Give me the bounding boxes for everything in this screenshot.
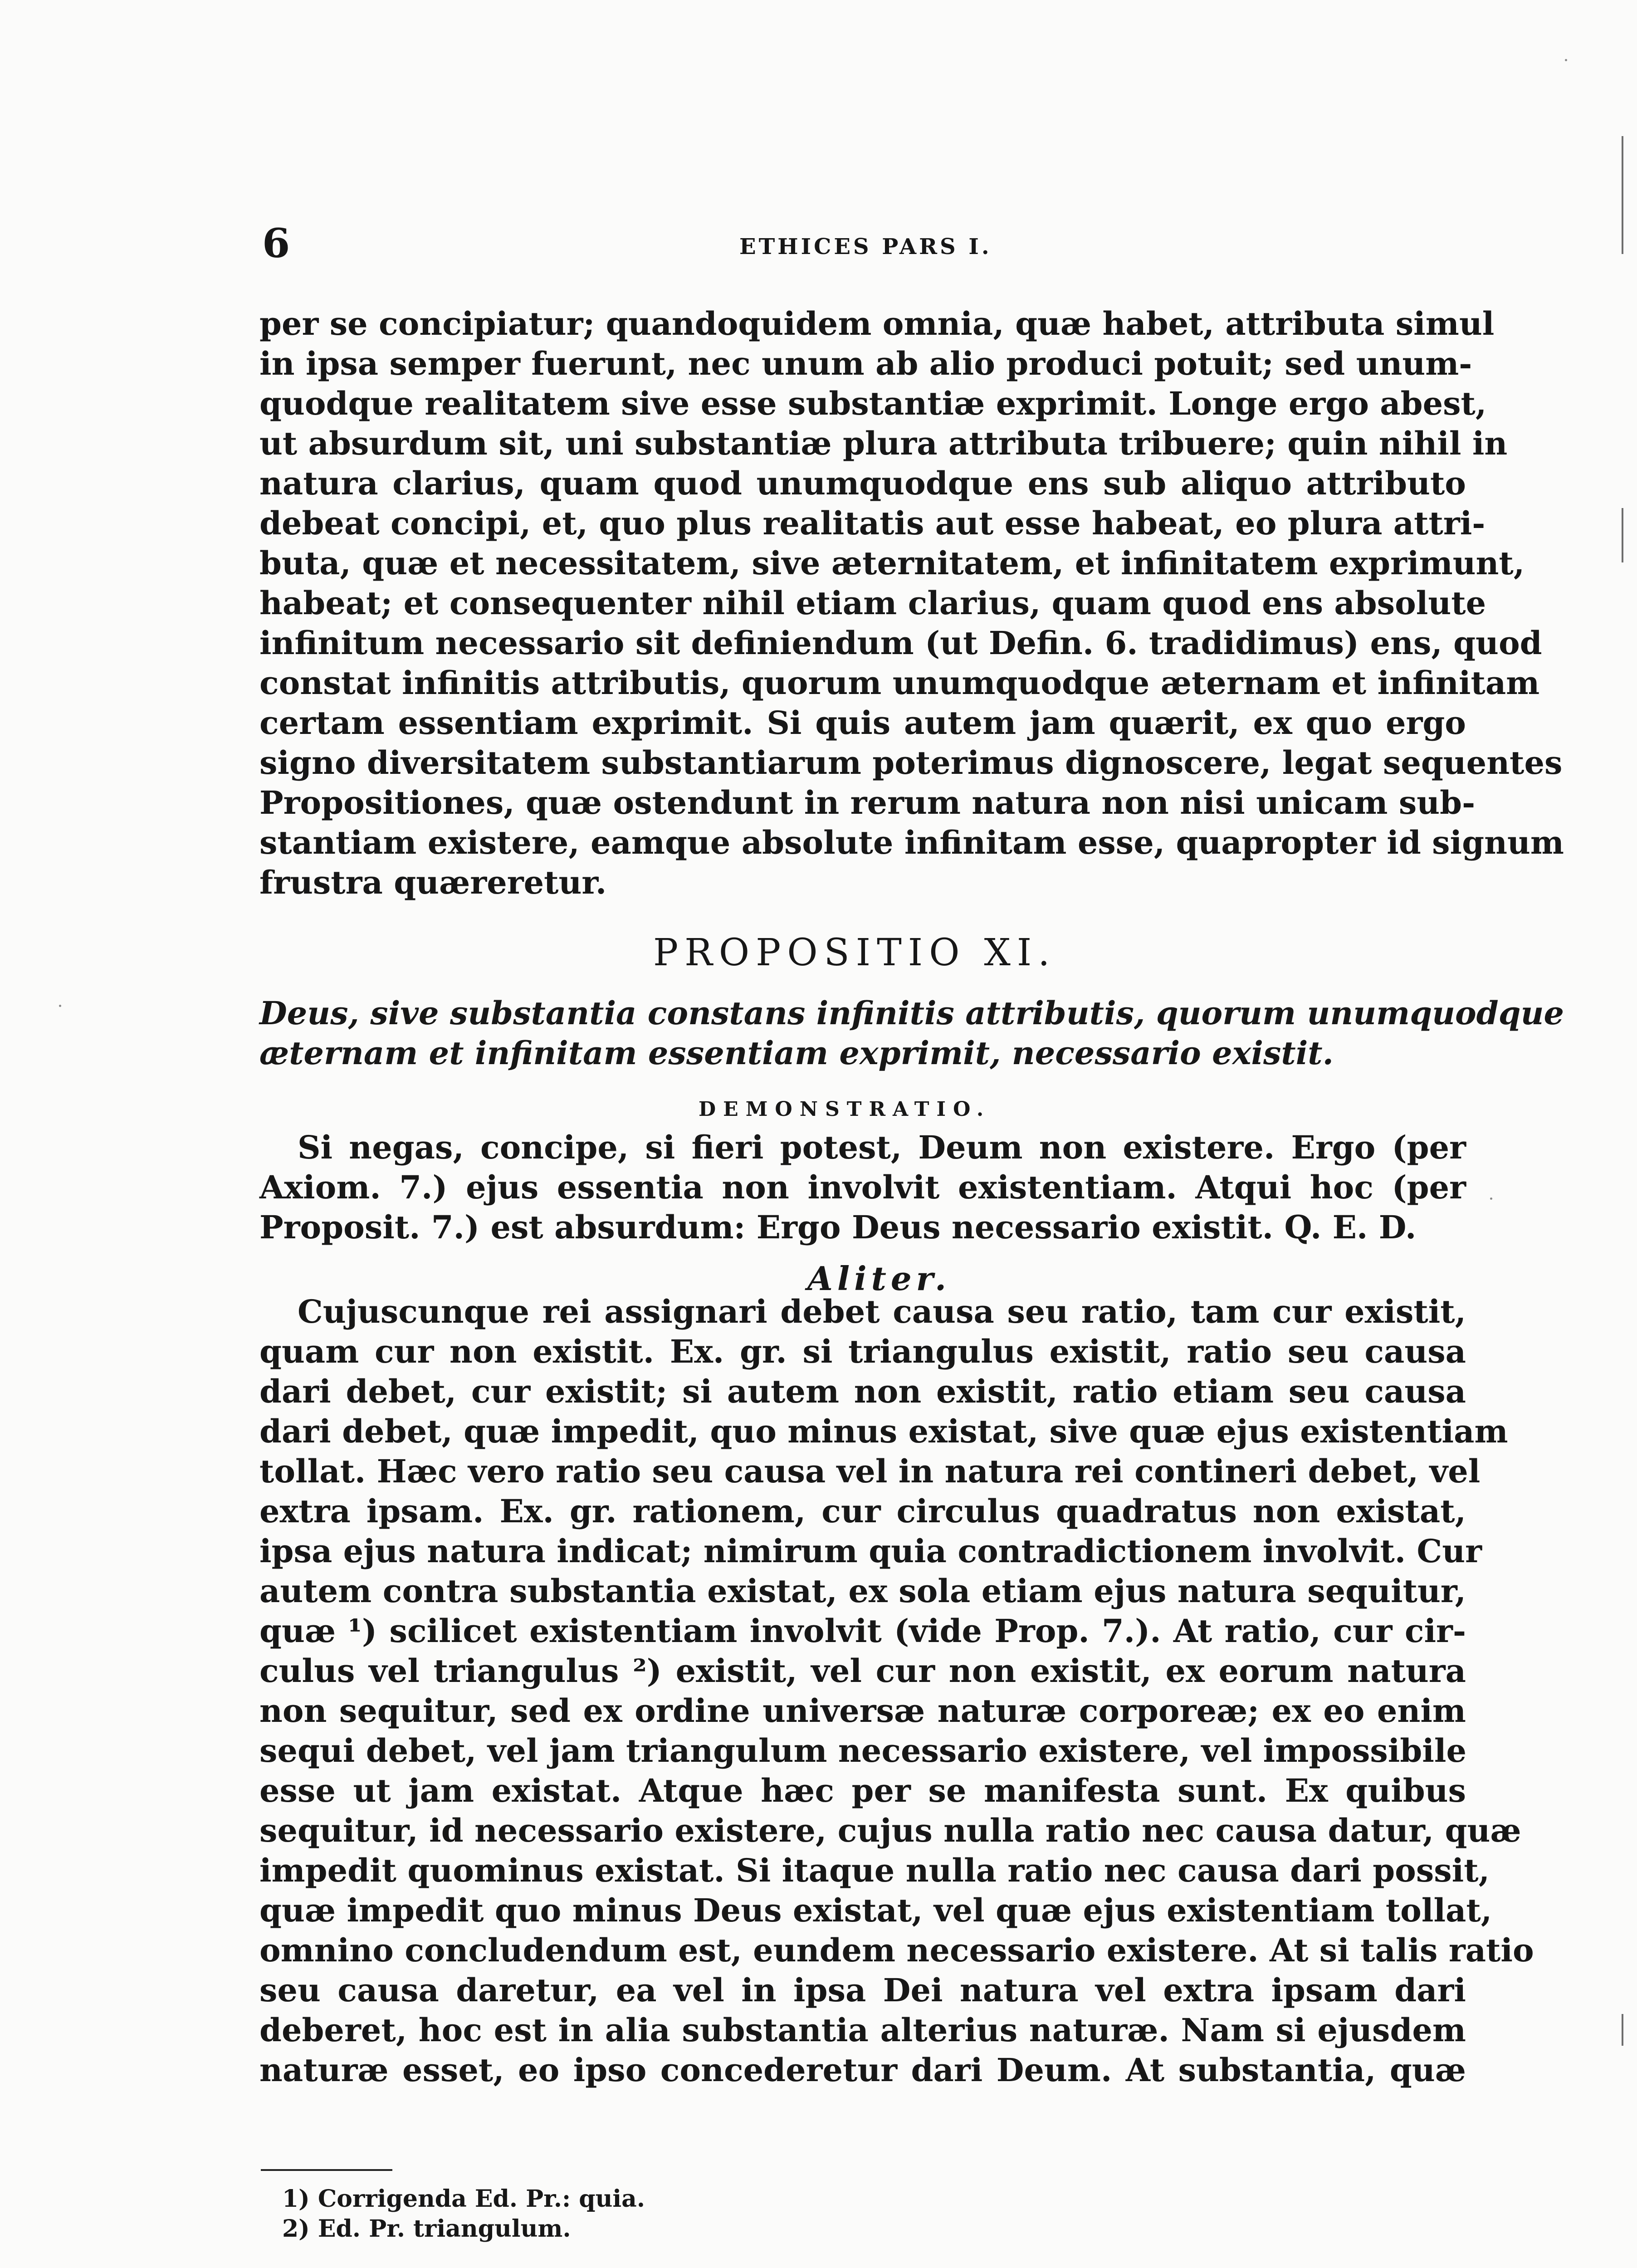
text-line: quam cur non existit. Ex. gr. si triangulus existit, ratio seu causa <box>259 1333 1466 1370</box>
text-line: natura clarius, quam quod unumquodque ens sub aliquo attributo <box>259 464 1466 502</box>
footnote-rule <box>261 2169 392 2171</box>
text-line: constat infinitis attributis, quorum unumquodque æternam et infinitam <box>259 664 1540 702</box>
text-line: habeat; et consequenter nihil etiam clarius, quam quod ens absolute <box>259 584 1486 622</box>
text-line: tollat. Hæc vero ratio seu causa vel in natura rei contineri debet, vel <box>259 1452 1481 1490</box>
scan-edge-mark <box>1622 136 1623 254</box>
text-line: stantiam existere, eamque absolute infinitam esse, quapropter id signum <box>259 824 1564 861</box>
text-line: dari debet, quæ impedit, quo minus existat, sive quæ ejus existentiam <box>259 1413 1508 1450</box>
text-line: quæ ¹) scilicet existentiam involvit (vide Prop. 7.). At ratio, cur cir- <box>259 1612 1466 1650</box>
text-line: non sequitur, sed ex ordine universæ naturæ corporeæ; ex eo enim <box>259 1692 1466 1730</box>
text-line: impedit quominus existat. Si itaque nulla ratio nec causa dari possit, <box>259 1852 1490 1889</box>
text-line: quodque realitatem sive esse substantiæ exprimit. Longe ergo abest, <box>259 385 1487 422</box>
text-line: seu causa daretur, ea vel in ipsa Dei natura vel extra ipsam dari <box>259 1971 1466 2009</box>
paragraph-continued <box>259 304 1564 903</box>
text-line: sequi debet, vel jam triangulum necessario existere, vel impossibile <box>259 1732 1467 1769</box>
demonstratio-text <box>259 1128 1466 1247</box>
aliter-heading: Aliter. <box>807 1259 951 1298</box>
text-line: debeat concipi, et, quo plus realitatis aut esse habeat, eo plura attri- <box>259 504 1486 542</box>
text-line: dari debet, cur existit; si autem non existit, ratio etiam seu causa <box>259 1373 1466 1410</box>
text-line: per se concipiatur; quandoquidem omnia, quæ habet, attributa simul <box>259 305 1495 342</box>
text-line: Propositiones, quæ ostendunt in rerum natura non nisi unicam sub- <box>259 784 1476 821</box>
text-line: Proposit. 7.) est absurdum: Ergo Deus necessario existit. Q. E. D. <box>259 1208 1417 1246</box>
text-line: naturæ esset, eo ipso concederetur dari Deum. At substantia, quæ <box>259 2051 1466 2089</box>
text-line: in ipsa semper fuerunt, nec unum ab alio produci potuit; sed unum- <box>259 345 1472 382</box>
text-line: quæ impedit quo minus Deus existat, vel quæ ejus existentiam tollat, <box>259 1892 1492 1929</box>
footnotes <box>282 2184 645 2244</box>
scan-speck <box>1490 1198 1492 1200</box>
text-line: signo diversitatem substantiarum poterimus dignoscere, legat sequentes <box>259 744 1563 782</box>
footnote-1: 1) Corrigenda Ed. Pr.: quia. <box>282 2185 645 2213</box>
scan-speck <box>59 1005 61 1007</box>
text-line: infinitum necessario sit definiendum (ut Defin. 6. tradidimus) ens, quod <box>259 624 1542 662</box>
proposition-title: PROPOSITIO XI. <box>653 931 1056 974</box>
text-line: Axiom. 7.) ejus essentia non involvit existentiam. Atqui hoc (per <box>259 1168 1466 1206</box>
text-line: Deus, sive substantia constans infinitis attributis, quorum unumquodque <box>259 994 1564 1032</box>
scan-edge-mark <box>1622 508 1623 562</box>
footnote-2: 2) Ed. Pr. triangulum. <box>282 2215 571 2243</box>
text-line: Cujuscunque rei assignari debet causa seu ratio, tam cur existit, <box>298 1293 1466 1330</box>
text-line: ipsa ejus natura indicat; nimirum quia contradictionem involvit. Cur <box>259 1532 1482 1570</box>
running-head: ETHICES PARS I. <box>739 234 992 259</box>
aliter-text <box>259 1292 1534 2090</box>
proposition-enunciation <box>259 993 1564 1073</box>
text-line: Si negas, concipe, si fieri potest, Deum non existere. Ergo (per <box>298 1129 1466 1166</box>
text-line: autem contra substantia existat, ex sola etiam ejus natura sequitur, <box>259 1572 1466 1610</box>
scan-speck <box>1565 59 1567 61</box>
text-line: buta, quæ et necessitatem, sive æternitatem, et infinitatem exprimunt, <box>259 544 1525 582</box>
text-line: esse ut jam existat. Atque hæc per se manifesta sunt. Ex quibus <box>259 1772 1466 1809</box>
text-line: omnino concludendum est, eundem necessario existere. At si talis ratio <box>259 1931 1534 1969</box>
page-number: 6 <box>262 220 290 267</box>
text-line: ut absurdum sit, uni substantiæ plura attributa tribuere; quin nihil in <box>259 425 1508 462</box>
scan-edge-mark <box>1622 2014 1623 2046</box>
text-line: certam essentiam exprimit. Si quis autem jam quærit, ex quo ergo <box>259 704 1466 742</box>
text-line: æternam et infinitam essentiam exprimit, necessario existit. <box>259 1034 1334 1072</box>
text-line: sequitur, id necessario existere, cujus nulla ratio nec causa datur, quæ <box>259 1812 1521 1849</box>
text-line: frustra quæreretur. <box>259 864 607 901</box>
text-line: extra ipsam. Ex. gr. rationem, cur circulus quadratus non existat, <box>259 1492 1466 1530</box>
text-line: deberet, hoc est in alia substantia alterius naturæ. Nam si ejusdem <box>259 2011 1466 2049</box>
demonstratio-heading: DEMONSTRATIO. <box>699 1098 991 1121</box>
text-line: culus vel triangulus ²) existit, vel cur non existit, ex eorum natura <box>259 1652 1466 1690</box>
